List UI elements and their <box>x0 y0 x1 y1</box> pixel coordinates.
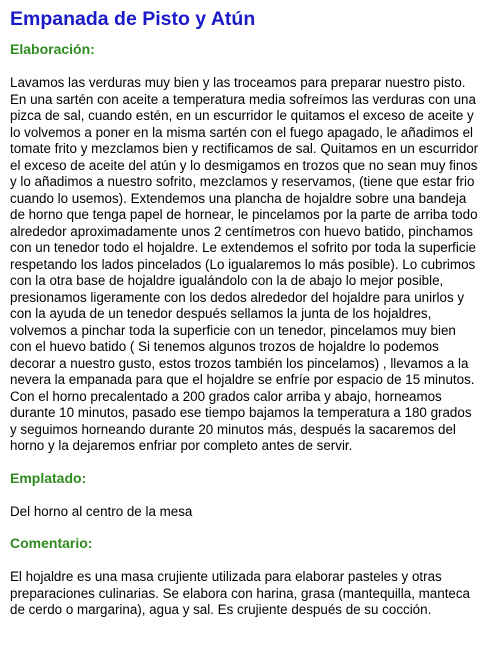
recipe-title: Empanada de Pisto y Atún <box>10 8 256 30</box>
elaboracion-paragraph-2: Con el horno precalentado a 200 grados calor arriba y abajo, horneamos durante 10 minutos, pasado ese tiempo bajamos la temperatura a 180 grados y seguimos horneando durante 20 minutos más, después la sacaremos del horno y la dejaremos enfriar por completo antes de servir. <box>10 388 472 453</box>
elaboracion-section <box>10 40 479 455</box>
comentario-heading: Comentario: <box>10 535 93 551</box>
emplatado-heading: Emplatado: <box>10 469 87 486</box>
comentario-text: El hojaldre es una masa crujiente utilizada para elaborar pasteles y otras preparaciones culinarias. Se elabora con harina, grasa (mantequilla, manteca de cerdo o margarina), agua y sal. Es crujiente después de su cocción. <box>10 569 471 617</box>
comentario-section <box>10 534 479 619</box>
emplatado-section <box>10 469 479 521</box>
emplatado-text: Del horno al centro de la mesa <box>10 503 193 519</box>
elaboracion-paragraph-1: Lavamos las verduras muy bien y las troceamos para preparar nuestro pisto. En una sartén con aceite a temperatura media sofreímos las verduras con una pizca de sal, cuando estén, en un escurridor le quitamos el exceso de aceite y lo volvemos a poner en la misma sartén con el fuego apagado, le añadimos el tomate frito y mezclamos bien y rectificamos de sal. Quitamos en un escurridor el exceso de aceite del atún y lo desmigamos en trozos que no sean muy finos y lo añadimos a nuestro sofrito, mezclamos y reservamos, (tiene que estar frio cuando lo usemos). Extendemos una plancha de hojaldre sobre una bandeja de horno que tenga papel de hornear, le pincelamos por la parte de arriba todo alrededor aproximadamente unos 2 centímetros con huevo batido, pinchamos con un tenedor todo el hojaldre. Le extendemos el sofrito por toda la superficie respetando los lados pincelados (Lo igualaremos lo más posible). Lo cubrimos con la otra base de hojaldre igualándolo con la de abajo lo mejor posible, presionamos ligeramente con los dedos alrededor del hojaldre para unirlos y con la ayuda de un tenedor después sellamos la junta de los hojaldres, volvemos a pinchar toda la superficie con un tenedor, pincelamos muy bien con el huevo batido ( Si tenemos algunos trozos de hojaldre lo podemos decorar a nuestro gusto, estos trozos también los pincelamos) , llevamos a la nevera la empanada para que el hojaldre se enfríe por espacio de 15 minutos. <box>10 75 479 387</box>
elaboracion-heading: Elaboración: <box>10 41 95 57</box>
